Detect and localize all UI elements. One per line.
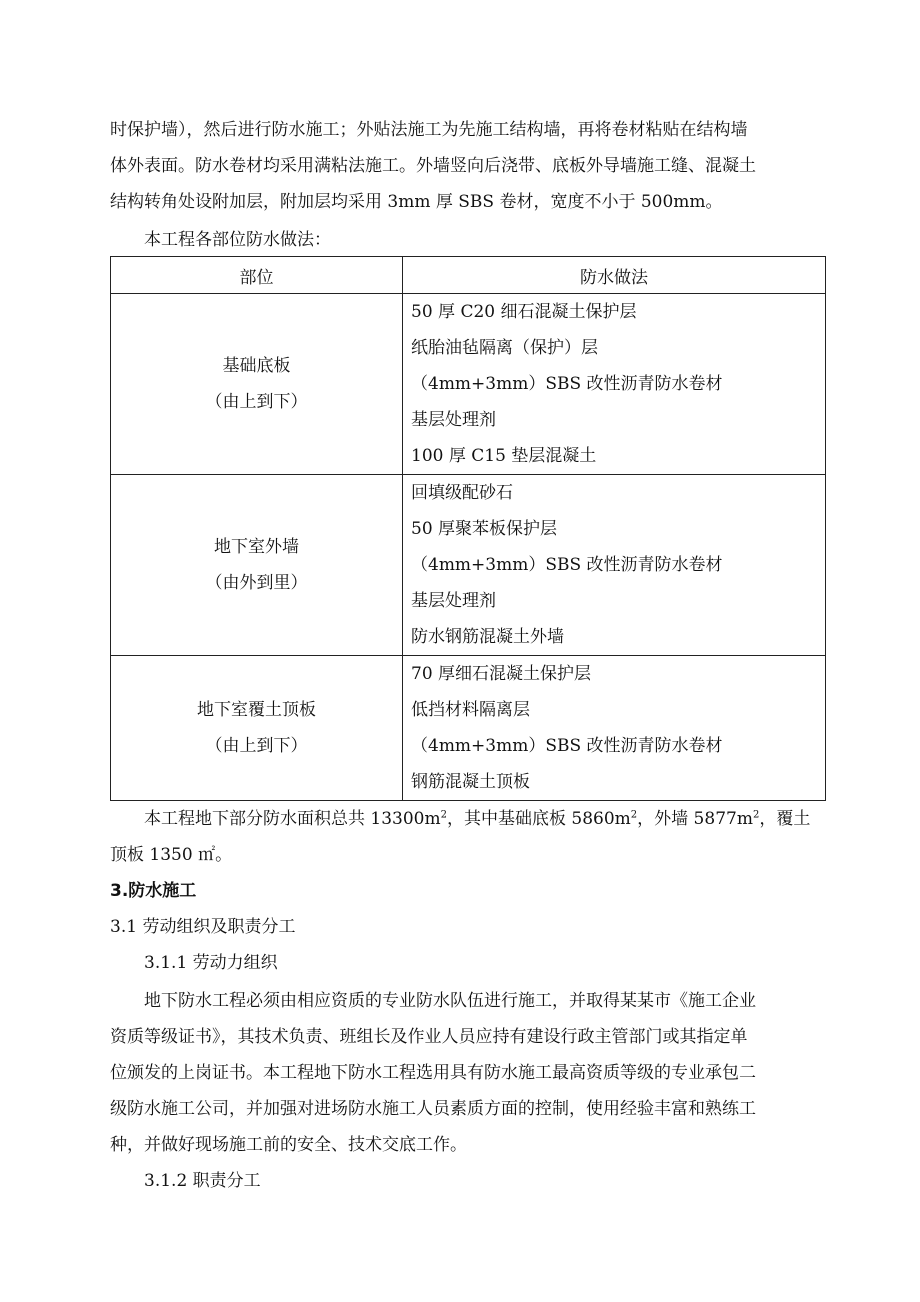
table-intro: 本工程各部位防水做法： [144, 230, 331, 250]
superscript: 2 [630, 809, 638, 821]
table-header-row [111, 257, 826, 294]
layer-item: （4mm+3mm）SBS 改性沥青防水卷材 [411, 555, 723, 575]
part-order: （由外到里） [205, 573, 308, 593]
subsubsection-heading: 3.1.2 职责分工 [144, 1171, 261, 1191]
table-row [111, 294, 826, 475]
table-row [111, 475, 826, 656]
part-name: 基础底板 [222, 356, 291, 376]
area-roof-text: ，覆土 [759, 809, 811, 829]
layers-cell [403, 475, 826, 656]
layer-item: 基层处理剂 [411, 410, 496, 430]
header-method: 防水做法 [403, 257, 826, 294]
text-line: 资质等级证书》，其技术负责、班组长及作业人员应持有建设行政主管部门或其指定单 [110, 1027, 748, 1047]
layer-item: 钢筋混凝土顶板 [411, 772, 530, 792]
waterproofing-table [110, 256, 826, 801]
layer-item: 70 厚细石混凝土保护层 [411, 664, 592, 684]
text-line: 结构转角处设附加层，附加层均采用 3mm 厚 SBS 卷材，宽度不小于 500mm。 [110, 192, 723, 212]
layer-item: 基层处理剂 [411, 591, 496, 611]
layer-item: 50 厚聚苯板保护层 [411, 519, 558, 539]
layers-cell [403, 656, 826, 801]
text-line: 位颁发的上岗证书。本工程地下防水工程选用具有防水施工最高资质等级的专业承包二 [110, 1063, 756, 1083]
layer-item: 防水钢筋混凝土外墙 [411, 627, 564, 647]
layer-item: 纸胎油毡隔离（保护）层 [411, 338, 598, 358]
layer-item: 100 厚 C15 垫层混凝土 [411, 446, 597, 466]
part-name: 地下室覆土顶板 [197, 700, 316, 720]
labor-paragraph [110, 983, 822, 1163]
text-line: 种，并做好现场施工前的安全、技术交底工作。 [110, 1135, 467, 1155]
part-cell [111, 294, 403, 475]
part-name: 地下室外墙 [214, 537, 299, 557]
section-heading: 3.防水施工 [110, 881, 197, 901]
layer-item: 50 厚 C20 细石混凝土保护层 [411, 302, 637, 322]
text-line: 级防水施工公司，并加强对进场防水施工人员素质方面的控制，使用经验丰富和熟练工 [110, 1099, 756, 1119]
part-order: （由上到下） [205, 392, 308, 412]
superscript: 2 [752, 809, 760, 821]
intro-paragraph [110, 112, 822, 220]
text-line: 体外表面。防水卷材均采用满粘法施工。外墙竖向后浇带、底板外导墙施工缝、混凝土 [110, 156, 756, 176]
superscript: 2 [440, 809, 447, 821]
layer-item: 回填级配砂石 [411, 483, 513, 503]
area-wall-text: ，外墙 5877m [637, 809, 753, 829]
area-summary-continued: 顶板 1350 ㎡。 [110, 845, 233, 865]
subsection-heading: 3.1 劳动组织及职责分工 [110, 917, 296, 937]
header-part: 部位 [111, 257, 403, 294]
area-base-text: ，其中基础底板 5860m [446, 809, 631, 829]
text-line: 时保护墙），然后进行防水施工；外贴法施工为先施工结构墙，再将卷材粘贴在结构墙 [110, 120, 748, 140]
part-cell [111, 475, 403, 656]
layer-item: （4mm+3mm）SBS 改性沥青防水卷材 [411, 736, 723, 756]
text-line [144, 801, 856, 837]
text-line: 地下防水工程必须由相应资质的专业防水队伍进行施工，并取得某某市《施工企业 [144, 991, 756, 1011]
area-total-text: 本工程地下部分防水面积总共 13300m [144, 809, 441, 829]
layer-item: 低挡材料隔离层 [411, 700, 530, 720]
area-summary [110, 801, 856, 837]
layers-cell [403, 294, 826, 475]
layer-item: （4mm+3mm）SBS 改性沥青防水卷材 [411, 374, 723, 394]
table-row [111, 656, 826, 801]
part-cell [111, 656, 403, 801]
part-order: （由上到下） [205, 736, 308, 756]
subsubsection-heading: 3.1.1 劳动力组织 [144, 953, 278, 973]
